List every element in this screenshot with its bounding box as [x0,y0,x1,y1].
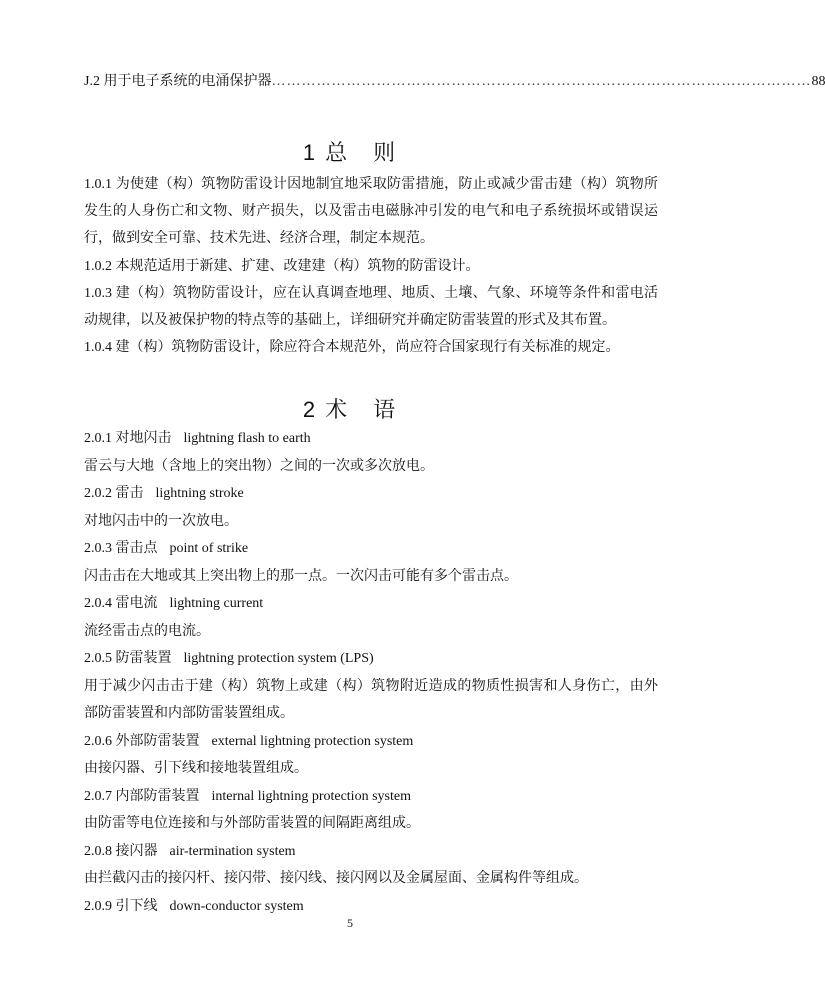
term-heading [84,645,658,673]
paragraph [84,334,658,361]
term-number: 2.0.8 [84,843,112,859]
paragraph-line: 行，做到安全可靠、技术先进、经济合理，制定本规范。 [84,231,434,247]
term-english: lightning protection system (LPS) [183,651,374,666]
term-chinese: 外部防雷装置 [115,733,200,749]
toc-leader-dots: ……………………………………………………………………………………………… [271,74,812,89]
term-entry [84,535,658,590]
term-chinese: 引下线 [115,898,158,914]
term-heading [84,425,658,453]
term-chinese: 对地闪击 [115,431,172,446]
term-definition: 由防雷等电位连接和与外部防雷装置的间隔距离组成。 [84,816,420,831]
term-entry [84,480,658,535]
paragraph-line: 1.0.1 为使建（构）筑物防雷设计因地制宜地采取防雷措施，防止或减少雷击建（构）筑物所 [84,177,658,192]
term-chinese: 雷击 [115,486,144,501]
page-number: 5 [347,916,353,930]
term-heading [84,480,658,508]
term-english: internal lightning protection system [211,788,411,804]
paragraph-line: 1.0.4 建（构）筑物防雷设计，除应符合本规范外，尚应符合国家现行有关标准的规定。 [84,340,620,356]
term-definition: 用于减少闪击击于建（构）筑物上或建（构）筑物附近造成的物质性损害和人身伤亡，由外 [84,678,658,694]
term-heading [84,590,658,618]
paragraph-line: 1.0.3 建（构）筑物防雷设计，应在认真调查地理、地质、土壤、气象、环境等条件和雷电活 [84,285,658,301]
term-entry [84,728,658,783]
paragraph-line: 发生的人身伤亡和文物、财产损失，以及雷击电磁脉冲引发的电气和电子系统损坏或错误运 [84,204,658,220]
toc-page: 88 [811,74,825,89]
term-number: 2.0.1 [84,431,112,446]
term-english: down-conductor system [169,898,304,914]
term-english: lightning flash to earth [183,431,311,446]
paragraph [84,280,658,334]
term-chinese: 雷击点 [115,541,158,556]
paragraph [84,171,658,253]
term-english: lightning stroke [155,486,244,501]
term-chinese: 防雷装置 [115,651,172,666]
term-entry [84,838,658,893]
section-1-heading: 1 总 则 [302,140,398,165]
term-number: 2.0.7 [84,788,112,804]
section-1-body [84,171,658,361]
term-number: 2.0.6 [84,733,112,749]
term-definition: 闪击击在大地或其上突出物上的那一点。一次闪击可能有多个雷击点。 [84,568,518,584]
term-english: point of strike [169,541,249,556]
term-number: 2.0.2 [84,486,112,501]
term-definition: 由拦截闪击的接闪杆、接闪带、接闪线、接闪网以及金属屋面、金属构件等组成。 [84,871,588,886]
term-chinese: 雷电流 [115,596,158,611]
term-heading [84,535,658,563]
paragraph-line: 动规律，以及被保护物的特点等的基础上，详细研究并确定防雷装置的形式及其布置。 [84,313,616,329]
toc-label: J.2 用于电子系统的电涌保护器 [84,74,272,89]
term-entry [84,590,658,645]
term-entry [84,645,658,728]
term-chinese: 内部防雷装置 [115,788,200,804]
toc-entry[interactable] [84,70,825,90]
term-definition: 流经雷击点的电流。 [84,623,210,639]
paragraph [84,253,658,280]
term-definition: 由接闪器、引下线和接地装置组成。 [84,761,308,776]
term-number: 2.0.5 [84,651,112,666]
term-number: 2.0.4 [84,596,112,611]
term-chinese: 接闪器 [115,843,158,859]
section-2-heading: 2 术 语 [302,397,398,422]
term-entry [84,425,658,480]
term-english: lightning current [169,596,264,611]
section-2-body [84,425,658,920]
term-number: 2.0.9 [84,898,112,914]
term-definition: 雷云与大地（含地上的突出物）之间的一次或多次放电。 [84,458,434,474]
term-entry [84,783,658,838]
term-english: air-termination system [169,843,296,859]
term-english: external lightning protection system [211,733,414,749]
term-number: 2.0.3 [84,541,112,556]
term-definition: 部防雷装置和内部防雷装置组成。 [84,706,294,721]
paragraph-line: 1.0.2 本规范适用于新建、扩建、改建建（构）筑物的防雷设计。 [84,258,480,274]
term-heading [84,728,658,756]
term-heading [84,783,658,811]
term-definition: 对地闪击中的一次放电。 [84,513,238,529]
term-heading [84,838,658,866]
